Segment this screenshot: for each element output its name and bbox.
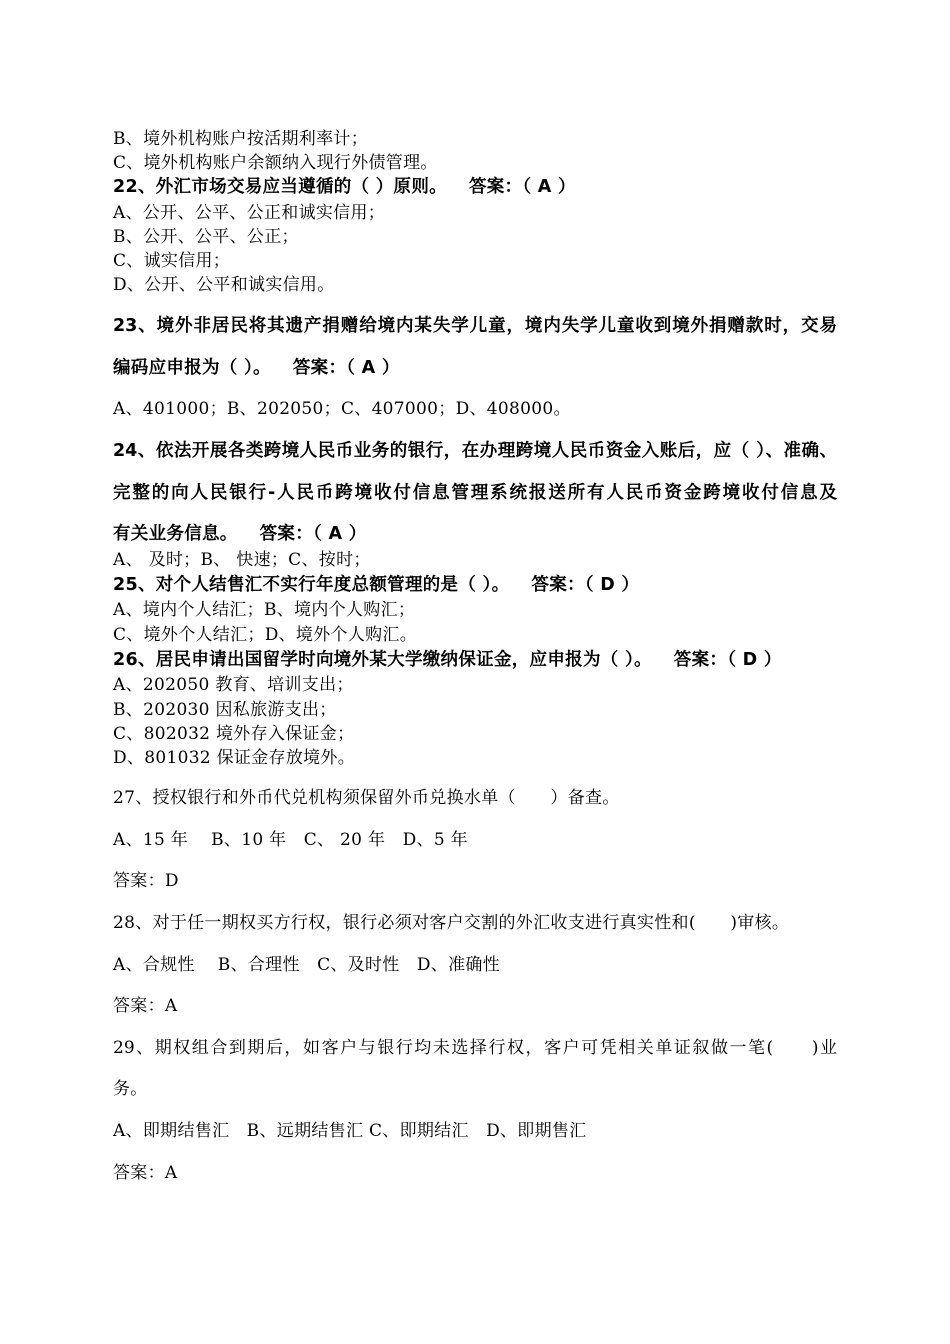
question-text: 26、居民申请出国留学时向境外某大学缴纳保证金，应申报为（ ）。 (113, 650, 652, 670)
answer: 答案：A (113, 996, 178, 1016)
answer: 答案：（ A ） (259, 524, 367, 544)
option-line: A、 及时；B、 快速；C、按时； (113, 550, 371, 570)
question-text: 有关业务信息。 (113, 524, 238, 544)
question-22 (113, 175, 576, 199)
option-line: D、公开、公平和诚实信用。 (113, 275, 335, 295)
option-line: A、境内个人结汇；B、境内个人购汇； (113, 600, 416, 620)
question-25 (113, 573, 639, 597)
option-line: C、802032 境外存入保证金； (113, 724, 355, 744)
option-line: D、801032 保证金存放境外。 (113, 748, 356, 768)
option-line: C、境外机构账户余额纳入现行外债管理。 (113, 153, 438, 173)
question-29-line2: 务。 (113, 1079, 148, 1099)
question-27: 27、授权银行和外币代兑机构须保留外币兑换水单（ ）备查。 (113, 788, 620, 808)
option-line: A、401000；B、202050；C、407000；D、408000。 (113, 399, 571, 419)
answer: 答案：（ D ） (531, 575, 640, 595)
question-29-line1: 29、期权组合到期后，如客户与银行均未选择行权，客户可凭相关单证叙做一笔( )业 (113, 1038, 837, 1058)
answer: 答案：（ D ） (673, 650, 782, 670)
option-line: A、即期结售汇 B、远期结售汇 C、即期结汇 D、即期售汇 (113, 1121, 587, 1141)
answer: 答案：D (113, 871, 179, 891)
question-24-line2: 完整的向人民银行-人民币跨境收付信息管理系统报送所有人民币资金跨境收付信息及 (113, 483, 837, 503)
question-24-line3 (113, 522, 367, 546)
option-line: A、合规性 B、合理性 C、及时性 D、准确性 (113, 955, 501, 975)
option-line: B、202030 因私旅游支出； (113, 700, 337, 720)
question-24-line1: 24、依法开展各类跨境人民币业务的银行，在办理跨境人民币资金入账后，应（ ）、准确、 (113, 441, 837, 461)
question-text: 25、对个人结售汇不实行年度总额管理的是（ ）。 (113, 575, 510, 595)
answer: 答案：（ A ） (468, 177, 576, 197)
option-line: C、诚实信用； (113, 251, 231, 271)
question-23-line2 (113, 356, 400, 380)
answer: 答案：A (113, 1163, 178, 1183)
question-26 (113, 648, 782, 672)
option-line: B、境外机构账户按活期利率计； (113, 129, 368, 149)
question-28: 28、对于任一期权买方行权，银行必须对客户交割的外汇收支进行真实性和( )审核。 (113, 913, 790, 933)
answer: 答案：（ A ） (292, 358, 400, 378)
question-text: 22、外汇市场交易应当遵循的（ ）原则。 (113, 177, 447, 197)
option-line: A、15 年 B、10 年 C、 20 年 D、5 年 (113, 830, 468, 850)
question-23-line1: 23、境外非居民将其遗产捐赠给境内某失学儿童，境内失学儿童收到境外捐赠款时，交易 (113, 316, 837, 336)
question-text: 编码应申报为（ ）。 (113, 358, 271, 378)
option-line: A、202050 教育、培训支出； (113, 675, 354, 695)
option-line: C、境外个人结汇；D、境外个人购汇。 (113, 625, 418, 645)
option-line: A、公开、公平、公正和诚实信用； (113, 203, 386, 223)
option-line: B、公开、公平、公正； (113, 227, 299, 247)
